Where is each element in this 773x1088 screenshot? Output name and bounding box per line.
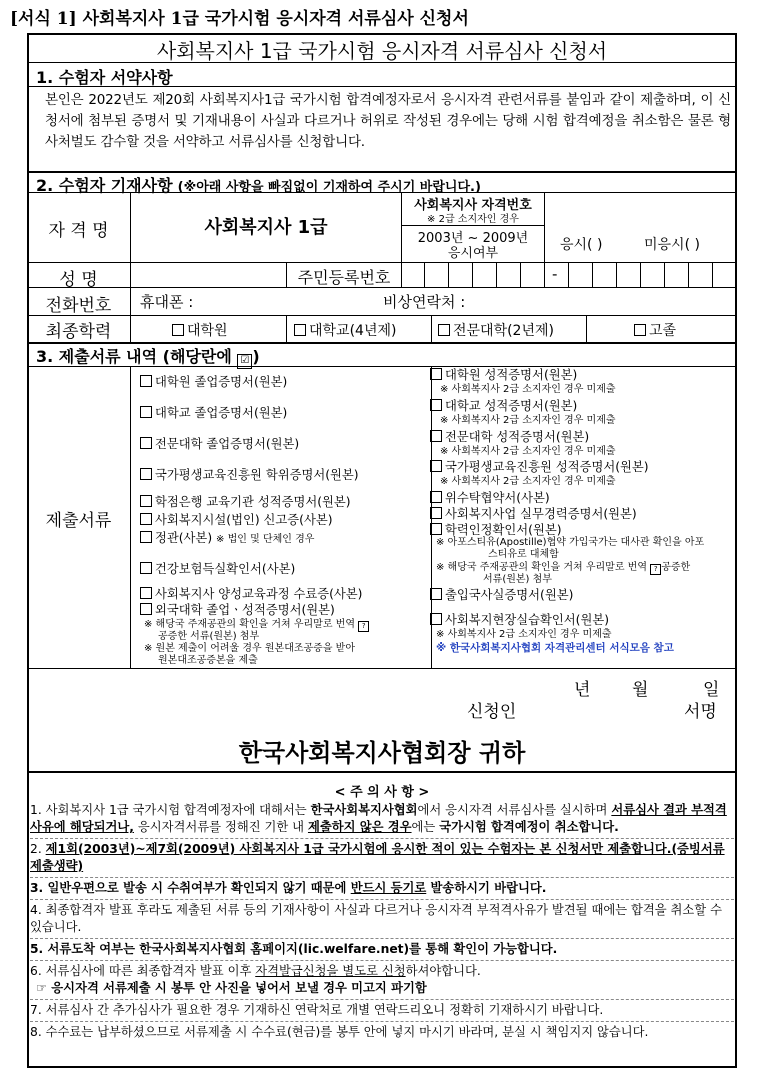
doc-label: 국가평생교육진흥원 학위증명서(원본) [155,468,359,482]
ssn-dash: - [552,265,558,283]
checkbox-icon [430,507,442,519]
doc-field-practice[interactable] [430,612,609,628]
doc-training-certificate[interactable] [140,586,362,602]
date-day-label: 일 [703,680,720,700]
notice-text: 6. 서류심사에 따른 최종합격자 발표 이후 [30,964,256,978]
form-number-tag: [서식 1] 사회복지사 1급 국가시험 응시자격 서류심사 신청서 [10,9,469,29]
checkbox-icon [140,495,152,507]
signature-label: 서명 [684,702,717,722]
note-text: ※ 해당국 주재공관의 확인을 거쳐 우리말로 번역 [436,562,647,573]
checkbox-icon [140,562,152,574]
doc-label: 위수탁협약서(사본) [445,491,550,505]
doc-label: 사회복지현장실습확인서(원본) [445,613,610,627]
doc-label: 전문대학 성적증명서(원본) [445,430,590,444]
foreign-note-2b: 원본대조공증본을 제출 [158,655,258,666]
mobile-label: 휴대폰 : [140,293,194,311]
doc-nile-transcript[interactable] [430,459,649,475]
documents-label: 제출서류 [45,511,112,531]
notice-text: 반드시 등기로 [350,881,427,895]
doc-label: 사회복지시설(법인) 신고증(사본) [155,513,333,527]
doc-consignment-agreement[interactable] [430,490,550,506]
edu-option-university[interactable] [294,320,396,340]
doc-label: 정관(사본) [155,531,213,545]
checkbox-icon [430,399,442,411]
notice-item-8: 8. 수수료는 납부하셨으므로 서류제출 시 수수료(현금)를 봉투 안에 넣지 마시기 바라며, 분실 시 책임지지 않습니다. [30,1025,649,1039]
checkbox-icon [140,531,152,543]
section3-heading-close: ) [252,347,260,366]
notice-text: 자격발급신청을 별도로 신청 [255,964,406,978]
notice-text: 1. 사회복지사 1급 국가시험 합격예정자에 대해서는 [30,803,311,817]
notice-item-3 [30,880,734,897]
embassy-note-2: 서류(원본) 첨부 [483,574,552,585]
notice-text: 3. 일반우편으로 발송 시 수취여부가 확인되지 않기 때문에 [30,881,351,895]
edu-option-highschool[interactable] [634,320,676,340]
notice-text: 하셔야합니다. [405,964,481,978]
not-took-exam-option[interactable]: 미응시( ) [644,237,700,253]
note-text: 공증한 [661,562,691,573]
doc-label: 대학교 성적증명서(원본) [445,399,578,413]
took-exam-option[interactable]: 응시( ) [560,237,603,253]
doc-label: 출입국사실증명서(원본) [445,588,574,602]
notice-text: 서류심사 결과 부적격 사유에 해당되거나, [30,803,727,834]
doc-label: 국가평생교육진흥원 성적증명서(원본) [445,460,649,474]
doc-label: 전문대학 졸업증명서(원본) [155,437,300,451]
section2-heading: 2. 수험자 기재사항 [36,176,173,195]
doc-immigration-record[interactable] [430,587,573,603]
checkbox-icon [140,603,152,615]
date-year-label: 년 [574,680,591,700]
notice-item-6-extra: ☞ 응시자격 서류제출 시 봉투 안 사진을 넣어서 보낼 경우 미고지 파기함 [36,981,427,995]
notice-item-7: 7. 서류심사 간 추가심사가 필요한 경우 기재하신 연락처로 개별 연락드리오니 정확히 기재하시기 바랍니다. [30,1003,604,1017]
doc-education-equivalence[interactable] [430,522,562,538]
doc-label: 사회복지사 양성교육과정 수료증(사본) [155,587,363,601]
doc-university-diploma[interactable] [140,405,287,421]
exam-period: 2003년 ~ 2009년 [417,231,529,246]
ssn-label: 주민등록번호 [297,268,391,287]
apostille-note-1: ※ 아포스티유(Apostille)협약 가입국가는 대사관 확인을 아포 [436,537,705,548]
notice-item-5: 5. 서류도착 여부는 한국사회복지사협회 홈페이지(lic.welfare.net)를 통해 확인이 가능합니다. [30,942,558,956]
doc-label: 대학교 졸업증명서(원본) [155,406,288,420]
form-title: 사회복지사 1급 국가시험 응시자격 서류심사 신청서 [156,39,608,63]
emergency-label: 비상연락처 : [383,293,466,311]
grade2-note-1: ※ 사회복지사 2급 소지자인 경우 미제출 [440,384,616,395]
reference-note: ※ 한국사회복지사협회 자격관리센터 서식모음 참고 [436,642,674,654]
checkbox-icon [140,513,152,525]
checkbox-icon [430,368,442,380]
notice-text: 에서 응시자격 서류심사를 실시하며 [417,803,612,817]
mark-icon: ? [650,564,661,575]
qual-number-note: ※ 2급 소지자인 경우 [427,214,519,225]
edu-option-graduate[interactable] [172,320,228,340]
notice-item-2 [30,841,734,875]
grade2-note-5: ※ 사회복지사 2급 소지자인 경우 미제출 [436,629,612,640]
checkbox-icon [430,523,442,535]
checkbox-icon [140,587,152,599]
doc-label: 사회복지사업 실무경력증명서(원본) [445,507,637,521]
doc-label: 학력인정확인서(원본) [445,523,562,537]
section3-heading-text: 3. 제출서류 내역 (해당란에 [36,347,232,366]
addressee: 한국사회복지사협회장 귀하 [238,739,526,767]
notice-text: 2. [30,842,46,856]
checkbox-icon [140,468,152,480]
notice-text: 에는 [411,820,440,834]
apostille-note-2: 스티유로 대체함 [488,549,559,560]
checkbox-icon [430,588,442,600]
notice-text: (증빙서류 제출생략) [30,842,725,873]
checked-box-icon: ☑ [237,354,252,369]
edu-option-label: 고졸 [649,323,677,339]
notice-text: 한국사회복지사협회 [310,803,418,817]
doc-college-diploma[interactable] [140,436,299,452]
checkbox-icon [634,324,646,336]
applicant-label: 신청인 [467,702,517,722]
section2-note: (※아래 사항을 빠짐없이 기재하여 주시기 바랍니다.) [177,180,481,195]
checkbox-icon [140,406,152,418]
notice-item-4: 4. 최종합격자 발표 후라도 제출된 서류 등의 기재사항이 사실과 다르거나 응시자격 부적격사유가 발견될 때에는 합격을 취소할 수 있습니다. [30,903,722,934]
notice-item-6 [30,963,734,980]
notice-heading: < 주 의 사 항 > [334,785,430,800]
education-label: 최종학력 [45,322,112,342]
notice-text: 국가시험 합격예정이 취소합니다. [439,820,619,834]
checkbox-icon [430,613,442,625]
doc-career-certificate[interactable] [430,506,637,522]
doc-label: 외국대학 졸업ㆍ성적증명서(원본) [155,603,335,617]
exam-status-label: 응시여부 [447,246,499,261]
notice-text: 응시자격서류를 정해진 기한 내 [133,820,308,834]
phone-label: 전화번호 [45,296,112,316]
note-text: ※ 해당국 주재공관의 확인을 거쳐 우리말로 번역 [144,619,355,630]
qual-number-label: 사회복지사 자격번호 [414,198,532,213]
doc-articles[interactable] [140,530,314,546]
qualification-value: 사회복지사 1급 [204,217,328,238]
edu-option-label: 대학원 [187,323,228,339]
doc-nile-degree[interactable] [140,467,359,483]
doc-health-insurance[interactable] [140,561,295,577]
name-input[interactable] [131,263,286,287]
name-label: 성 명 [59,270,98,290]
edu-option-label: 전문대학(2년제) [453,323,554,339]
checkbox-icon [430,430,442,442]
grade2-note-2: ※ 사회복지사 2급 소지자인 경우 미제출 [440,415,616,426]
grade2-note-3: ※ 사회복지사 2급 소지자인 경우 미제출 [440,446,616,457]
qualification-label: 자 격 명 [48,221,109,241]
notice-list [30,802,734,1041]
doc-foreign-university[interactable] [140,602,335,618]
checkbox-icon [430,460,442,472]
pledge-text: 본인은 2022년도 제20회 사회복지사1급 국가시험 합격예정자로서 응시자격 관련서류를 붙임과 같이 제출하며, 이 신청서에 첨부된 증명서 및 기재내용이 사실과 다르거나 허위로 작성된 경우에는 당해 시험 합격예정을 취소함은 물론 형사처벌도 감수할 것을 서약하고 서류심사를 신청합니다. [45,92,731,150]
mobile-input[interactable] [215,289,375,311]
doc-note: ※ 법인 및 단체인 경우 [216,534,315,545]
foreign-note-2: ※ 원본 제출이 어려울 경우 원본대조공증을 받아 [144,643,355,654]
checkbox-icon [172,324,184,336]
checkbox-icon [430,491,442,503]
date-month-label: 월 [632,680,649,700]
doc-label: 대학원 성적증명서(원본) [445,368,578,382]
edu-option-label: 대학교(4년제) [309,323,397,339]
emergency-input[interactable] [495,289,730,311]
checkbox-icon [294,324,306,336]
checkbox-icon [438,324,450,336]
doc-label: 건강보험득실확인서(사본) [155,562,296,576]
doc-graduate-diploma[interactable] [140,374,287,390]
notice-text: 발송하시기 바랍니다. [426,881,547,895]
doc-label: 학점은행 교육기관 성적증명서(원본) [155,495,351,509]
edu-option-college[interactable] [438,320,554,340]
foreign-note-1b: 공증한 서류(원본) 첨부 [158,631,260,642]
notice-text: 제1회(2003년)~제7회(2009년) 사회복지사 1급 국가시험에 응시한 적이 있는 수험자는 본 신청서만 제출합니다. [45,842,672,856]
embassy-note-1 [436,562,690,575]
doc-college-transcript[interactable] [430,429,589,445]
notice-item-1 [30,802,734,836]
doc-facility-registration[interactable] [140,512,333,528]
doc-credit-bank-transcript[interactable] [140,494,351,510]
doc-university-transcript[interactable] [430,398,577,414]
notice-text: 제출하지 않은 경우 [307,820,412,834]
checkbox-icon [140,437,152,449]
checkbox-icon [140,375,152,387]
mark-icon: ? [358,621,369,632]
doc-graduate-transcript[interactable] [430,367,577,383]
ssn-input[interactable] [402,263,736,287]
doc-label: 대학원 졸업증명서(원본) [155,375,288,389]
section1-heading: 1. 수험자 서약사항 [36,68,173,87]
grade2-note-4: ※ 사회복지사 2급 소지자인 경우 미제출 [440,476,616,487]
